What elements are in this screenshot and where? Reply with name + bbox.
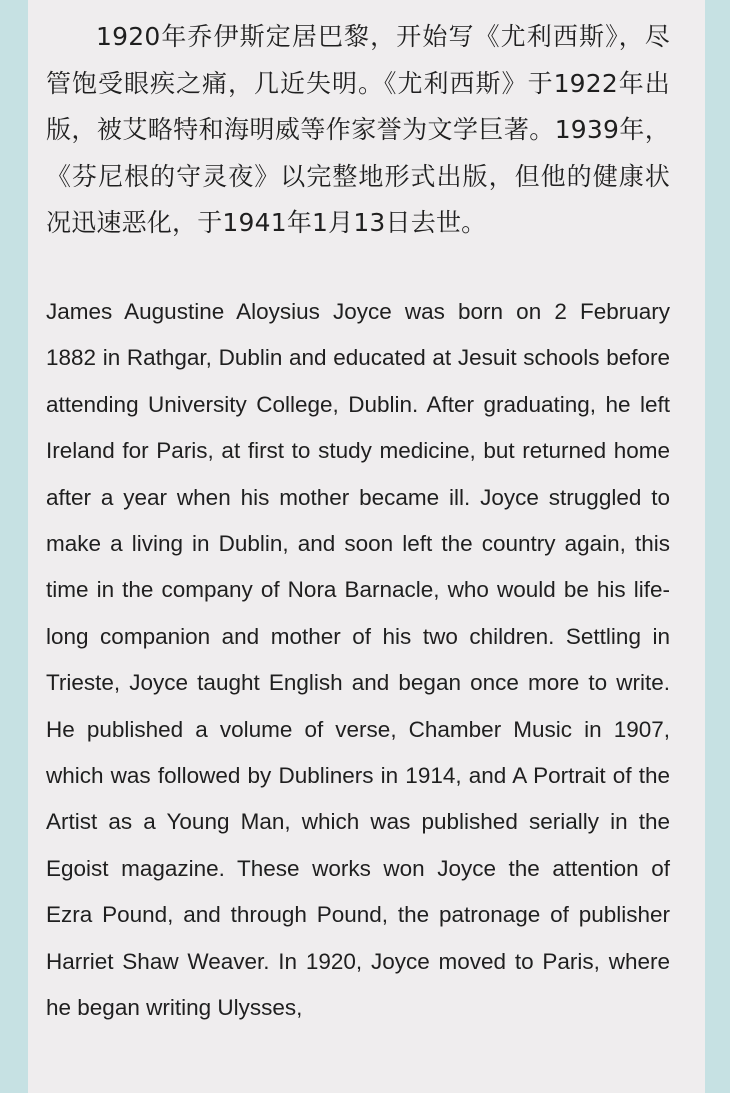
english-paragraph: James Augustine Aloysius Joyce was born on 2 February 1882 in Rathgar, Dublin and educated at Jesuit schools before attending University College, Dublin. After graduating, he left Ireland for Paris, at first to study medicine, but returned home after a year when his mother became ill. Joyce struggled to make a living in Dublin, and soon left the country again, this time in the company of Nora Barnacle, who would be his life-long companion and mother of his two children. Settling in Trieste, Joyce taught English and began once more to write. He published a volume of verse, Chamber Music in 1907, which was followed by Dubliners in 1914, and A Portrait of the Artist as a Young Man, which was published serially in the Egoist magazine. These works won Joyce the attention of Ezra Pound, and through Pound, the patronage of publisher Harriet Shaw Weaver. In 1920, Joyce moved to Paris, where he began writing Ulysses, bbox=[46, 299, 670, 1021]
article-card bbox=[28, 0, 705, 1093]
chinese-paragraph: 1920年乔伊斯定居巴黎，开始写《尤利西斯》，尽管饱受眼疾之痛，几近失明。《尤利西斯》于1922年出版，被艾略特和海明威等作家誉为文学巨著。1939年，《芬尼根的守灵夜》以完整地形式出版，但他的健康状况迅速恶化，于1941年1月13日去世。 bbox=[46, 22, 670, 237]
